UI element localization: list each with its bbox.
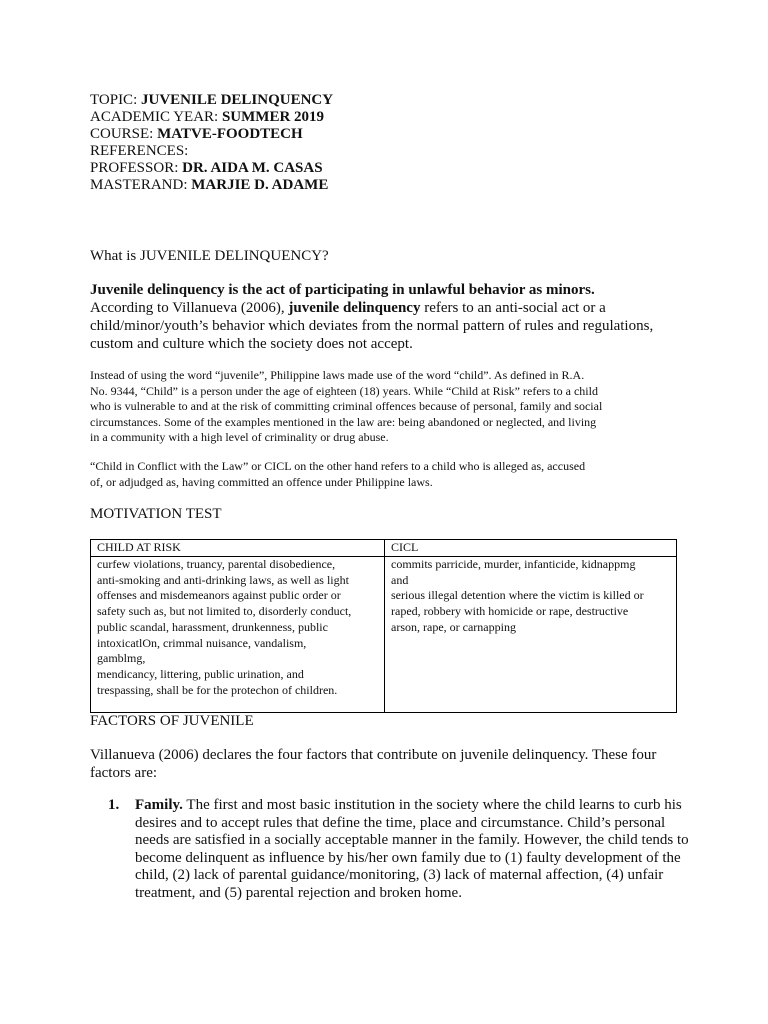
table-column-divider — [384, 540, 385, 712]
motivation-table — [90, 539, 677, 713]
course-label: COURSE: — [90, 126, 158, 142]
table-cell-cicl — [391, 557, 673, 636]
course-line — [90, 126, 333, 143]
paragraph-line: factors are: — [90, 765, 158, 781]
list-line: become delinquent as influence by his/her own family due to (1) faulty development of the — [135, 849, 681, 866]
cell-line: commits parricide, murder, infanticide, kidnappmg — [391, 557, 636, 571]
professor-line — [90, 160, 333, 177]
definition-term: juvenile delinquency — [288, 300, 421, 316]
table-cell-child-at-risk — [97, 557, 379, 698]
child-definition-paragraph — [90, 368, 690, 446]
definition-bold-sentence: Juvenile delinquency is the act of participating in unlawful behavior as minors. — [90, 282, 595, 298]
motivation-test-title: MOTIVATION TEST — [90, 506, 222, 522]
document-header — [90, 92, 333, 194]
list-number: 1. — [108, 797, 120, 813]
list-line: child, (2) lack of parental guidance/monitoring, (3) lack of maternal affection, (4) unfair — [135, 867, 664, 883]
masterand-value: MARJIE D. ADAME — [191, 177, 329, 193]
paragraph-line: Instead of using the word “juvenile”, Philippine laws made use of the word “child”. As defined in R.A. — [90, 368, 585, 382]
cell-line: arson, rape, or carnapping — [391, 619, 516, 634]
list-item-body — [135, 797, 695, 902]
masterand-label: MASTERAND: — [90, 177, 192, 193]
cell-line: public scandal, harassment, drunkenness, public — [97, 619, 328, 634]
cell-line: gamblmg, — [97, 651, 146, 666]
table-header-cicl: CICL — [391, 540, 419, 554]
professor-value: DR. AIDA M. CASAS — [182, 160, 323, 176]
factors-intro-paragraph — [90, 746, 690, 782]
list-line: desires and to accept rules that define the time, place and circumstance. Child’s personal — [135, 814, 666, 831]
cicl-definition-paragraph — [90, 459, 690, 490]
factors-title: FACTORS OF JUVENILE — [90, 713, 254, 729]
list-item-title: Family. — [135, 797, 183, 813]
cell-line: curfew violations, truancy, parental disobedience, — [97, 557, 336, 571]
list-line: treatment, and (5) parental rejection and broken home. — [135, 884, 462, 901]
paragraph-line: who is vulnerable to and at the risk of committing criminal offences because of personal, family and social — [90, 399, 603, 413]
cell-line: raped, robbery with homicide or rape, destructive — [391, 604, 629, 619]
academic-year-line — [90, 109, 333, 126]
cell-line: intoxicatlOn, crimmal nuisance, vandalism, — [97, 635, 307, 650]
cell-line: offenses and misdemeanors against public order or — [97, 588, 341, 603]
course-value: MATVE-FOODTECH — [157, 126, 303, 142]
definition-line-4: custom and culture which the society does not accept. — [90, 336, 413, 352]
cell-line: safety such as, but not limited to, disorderly conduct, — [97, 604, 352, 619]
question-heading: What is JUVENILE DELINQUENCY? — [90, 248, 329, 264]
definition-paragraph — [90, 281, 690, 353]
paragraph-line: circumstances. Some of the examples mentioned in the law are: being abandoned or neglected, and living — [90, 414, 597, 429]
academic-year-value: SUMMER 2019 — [221, 109, 325, 125]
list-line: needs are satisfied in a socially acceptable manner in the family. However, the child tends to — [135, 832, 689, 848]
cell-line: mendicancy, littering, public urination, and — [97, 666, 304, 681]
paragraph-line: in a community with a high level of criminality or drug abuse. — [90, 430, 389, 444]
definition-line-3: child/minor/youth’s behavior which deviates from the normal pattern of rules and regulations, — [90, 318, 654, 334]
references-label: REFERENCES: — [90, 143, 189, 159]
cell-line: anti-smoking and anti-drinking laws, as well as light — [97, 572, 349, 587]
paragraph-line: Villanueva (2006) declares the four factors that contribute on juvenile delinquency. These four — [90, 747, 657, 763]
table-header-child-at-risk: CHILD AT RISK — [97, 540, 181, 554]
professor-label: PROFESSOR: — [90, 160, 183, 176]
list-first-line: Family. The first and most basic institution in the society where the child learns to curb his — [135, 797, 682, 813]
topic-line — [90, 92, 333, 109]
paragraph-line: No. 9344, “Child” is a person under the age of eighteen (18) years. While “Child at Risk” refers to a child — [90, 383, 598, 398]
academic-year-label: ACADEMIC YEAR: — [90, 109, 222, 125]
topic-value: JUVENILE DELINQUENCY — [140, 92, 334, 108]
cell-line: and — [391, 572, 409, 587]
paragraph-line: of, or adjudged as, having committed an offence under Philippine laws. — [90, 474, 433, 489]
paragraph-line: “Child in Conflict with the Law” or CICL on the other hand refers to a child who is alleged as, accused — [90, 459, 586, 473]
topic-label: TOPIC: — [90, 92, 141, 108]
definition-line-2: According to Villanueva (2006), juvenile delinquency refers to an anti-social act or a — [90, 300, 606, 316]
masterand-line — [90, 177, 333, 194]
references-line — [90, 143, 333, 160]
cell-line: trespassing, shall be for the protechon of children. — [97, 682, 338, 697]
cell-line: serious illegal detention where the victim is killed or — [391, 588, 644, 603]
